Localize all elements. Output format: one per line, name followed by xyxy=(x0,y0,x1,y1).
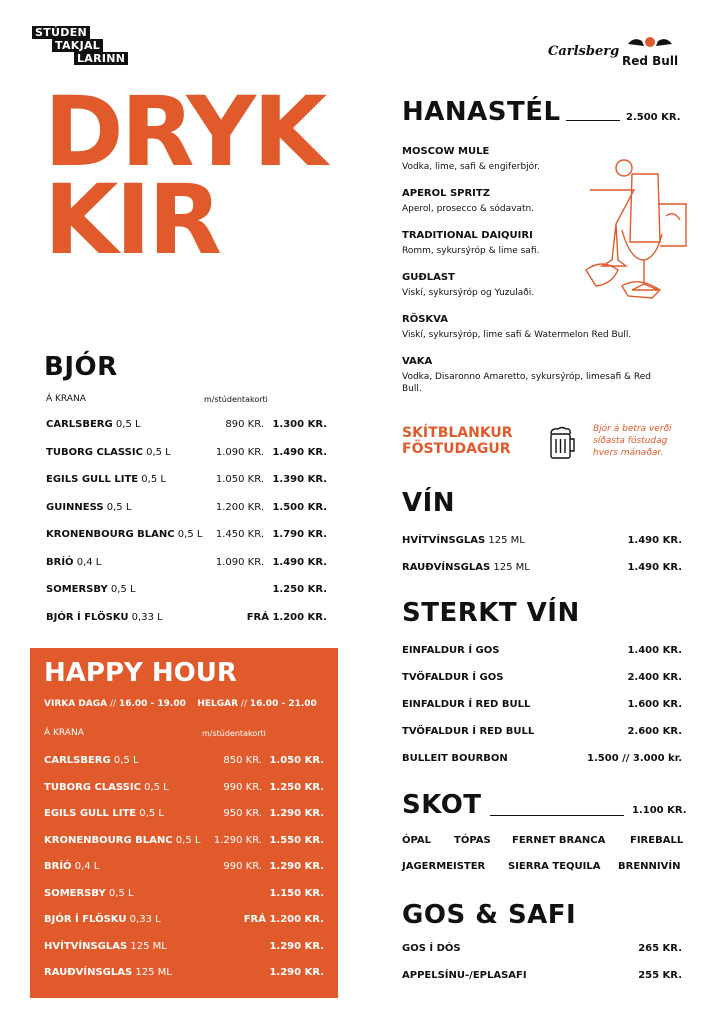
happy-hour-student-price: 850 KR. xyxy=(223,755,262,766)
bjor-name: TUBORG CLASSIC xyxy=(46,446,143,458)
happy-hour-name: BRÍÓ xyxy=(44,861,72,872)
skitblankur-line-1: SKÍTBLANKUR xyxy=(402,425,513,441)
page-title-line-1: DRYK xyxy=(44,76,325,188)
happy-hour-row xyxy=(44,754,139,767)
vin-price: 1.490 KR. xyxy=(627,562,682,573)
weekdays-time: 16.00 - 19.00 xyxy=(118,699,186,709)
page-title xyxy=(44,76,325,276)
happy-hour-price: 1.290 KR. xyxy=(269,861,324,872)
bjor-student-price: 1.090 KR. xyxy=(215,446,264,458)
redbull-logo xyxy=(624,34,678,68)
happy-hour-row xyxy=(44,887,134,900)
bjor-row xyxy=(46,418,141,431)
happy-hour-row xyxy=(44,966,172,979)
happy-hour-name: EGILS GULL LITE xyxy=(44,808,137,819)
bjor-row xyxy=(46,611,163,624)
happy-hour-price: 1.250 KR. xyxy=(269,781,324,793)
vin-name: RAUÐVÍNSGLAS xyxy=(402,562,491,573)
bjor-size: 0,5 L xyxy=(103,501,132,513)
cocktail-name: VAKA xyxy=(402,356,433,367)
vin-size: 125 ML xyxy=(490,562,530,573)
logo-line-1: STÚDEN xyxy=(32,26,90,39)
cocktail-name: TRADITIONAL DAIQUIRI xyxy=(402,230,533,241)
bjor-student-price: 1.450 KR. xyxy=(215,529,264,540)
happy-hour-price: 1.290 KR. xyxy=(269,967,324,978)
logo-line-2: TAKJAL xyxy=(52,39,103,52)
happy-hour-row xyxy=(44,781,169,794)
cocktail-desc: Romm, sykursýróp & lime safi. xyxy=(402,246,540,256)
happy-hour-times xyxy=(44,699,317,710)
sterkt-name: TVÖFALDUR Í RED BULL xyxy=(402,726,535,737)
cocktail-name: MOSCOW MULE xyxy=(402,146,490,157)
carlsberg-logo: Carlsberg xyxy=(548,44,620,59)
bjor-row xyxy=(46,501,131,514)
bjor-size: 0,5 L xyxy=(107,584,136,595)
cocktail-desc: Vodka, lime, safi & engiferbjór. xyxy=(402,162,540,172)
bjor-name: BRÍÓ xyxy=(46,556,74,568)
vin-size: 125 ML xyxy=(485,535,525,546)
bjor-row xyxy=(46,446,171,459)
happy-hour-size: 0,5 L xyxy=(105,887,134,899)
happy-hour-panel xyxy=(30,648,338,998)
cocktail-name: GUÐLAST xyxy=(402,272,455,283)
bjor-size: 0,5 L xyxy=(142,446,171,458)
skitblankur-title xyxy=(402,425,513,457)
bjor-size: 0,4 L xyxy=(73,556,102,568)
sterkt-name: EINFALDUR Í GOS xyxy=(402,645,500,656)
happy-hour-row xyxy=(44,807,164,820)
bjor-size: 0,33 L xyxy=(128,611,163,623)
vin-title: VÍN xyxy=(402,488,456,518)
shot-item: TÓPAS xyxy=(454,835,491,846)
redbull-bulls-icon xyxy=(624,34,676,50)
bjor-name: CARLSBERG xyxy=(46,419,113,430)
bjor-name: GUINNESS xyxy=(46,501,104,513)
bjor-size: 0,5 L xyxy=(138,474,166,485)
sterkt-price: 2.600 KR. xyxy=(627,726,682,737)
bjor-row xyxy=(46,583,136,596)
hanastel-price: 2.500 KR. xyxy=(626,112,681,123)
skot-title: SKOT xyxy=(402,790,482,820)
skitblankur-line-2: FÖSTUDAGUR xyxy=(402,441,511,457)
weekend-label: HELGAR xyxy=(197,699,239,709)
cocktail-name: APEROL SPRITZ xyxy=(402,188,490,199)
bjor-student-label: m/stúdentakorti xyxy=(204,395,268,404)
bjor-row xyxy=(46,528,202,541)
vin-row xyxy=(402,561,530,574)
cocktail-desc: Vodka, Disaronno Amaretto, sykursýróp, limesafi & Red Bull. xyxy=(402,372,651,394)
hanastel-title: HANASTÉL xyxy=(402,97,561,127)
happy-hour-student-price: 1.290 KR. xyxy=(213,834,262,846)
bjor-name: KRONENBOURG BLANC xyxy=(46,529,175,540)
sterkt-price: 1.500 // 3.000 kr. xyxy=(587,753,682,764)
shot-item: FIREBALL xyxy=(630,835,684,846)
studentakjallarinn-logo xyxy=(32,26,136,66)
bjor-price: 1.300 KR. xyxy=(272,419,327,430)
gos-name: GOS Í DÓS xyxy=(402,943,461,954)
happy-hour-student-label: m/stúdentakorti xyxy=(202,729,266,738)
sterkt-name: TVÖFALDUR Í GOS xyxy=(402,672,504,683)
bjor-name: SOMERSBY xyxy=(46,584,108,595)
skot-rule xyxy=(490,815,624,816)
cocktail-desc: Aperol, prosecco & sódavatn. xyxy=(402,204,535,214)
bjor-student-price: 1.200 KR. xyxy=(215,501,264,513)
page-title-line-2: KIR xyxy=(44,164,220,276)
happy-hour-name: CARLSBERG xyxy=(44,755,111,766)
happy-hour-size: 0,5 L xyxy=(110,755,139,766)
happy-hour-row xyxy=(44,940,167,953)
happy-hour-name: RAUÐVÍNSGLAS xyxy=(44,967,133,978)
happy-hour-size: 0,4 L xyxy=(71,861,100,872)
happy-hour-name: SOMERSBY xyxy=(44,887,106,899)
weekdays-label: VIRKA DAGA xyxy=(44,699,108,709)
vin-price: 1.490 KR. xyxy=(627,535,682,546)
happy-hour-price: 1.550 KR. xyxy=(269,834,324,846)
happy-hour-student-price: 990 KR. xyxy=(223,861,262,872)
happy-hour-name: TUBORG CLASSIC xyxy=(44,781,141,793)
gos-price: 255 KR. xyxy=(638,970,682,981)
happy-hour-size: 0,5 L xyxy=(136,808,164,819)
bjor-student-price: 1.090 KR. xyxy=(215,556,264,568)
bjor-price: 1.250 KR. xyxy=(272,584,327,595)
sterkt-name: EINFALDUR Í RED BULL xyxy=(402,699,531,710)
sterkt-price: 2.400 KR. xyxy=(627,672,682,683)
bjor-size: 0,5 L xyxy=(112,419,141,430)
happy-hour-size: 0,5 L xyxy=(140,781,169,793)
shot-item: SIERRA TEQUILA xyxy=(508,861,601,872)
happy-hour-student-price: 990 KR. xyxy=(223,781,262,793)
happy-hour-size: 0,5 L xyxy=(172,834,201,846)
bjor-student-price: 890 KR. xyxy=(225,419,264,430)
skot-price: 1.100 KR. xyxy=(632,805,687,816)
happy-hour-student-price: 950 KR. xyxy=(223,808,262,819)
bjor-name: EGILS GULL LITE xyxy=(46,474,139,485)
beer-mug-icon xyxy=(548,426,576,464)
bjor-size: 0,5 L xyxy=(174,529,203,540)
vin-row xyxy=(402,534,525,547)
shot-item: ÓPAL xyxy=(402,835,432,846)
happy-hour-row xyxy=(44,913,161,926)
skitblankur-desc-3: hvers mánaðar. xyxy=(593,448,664,458)
weekend-time: 16.00 - 21.00 xyxy=(249,699,317,709)
gos-price: 265 KR. xyxy=(638,943,682,954)
skitblankur-desc xyxy=(593,423,672,459)
bjor-student-price: 1.050 KR. xyxy=(215,474,264,485)
skitblankur-desc-1: Bjór á betra verði xyxy=(593,424,672,434)
redbull-wordmark: Red Bull xyxy=(622,54,679,68)
gos-title: GOS & SAFI xyxy=(402,900,577,930)
bjor-tap-subheader: Á KRANA xyxy=(46,394,86,404)
happy-hour-name: BJÓR Í FLÖSKU xyxy=(44,914,127,925)
bjor-price: FRÁ 1.200 KR. xyxy=(246,611,327,623)
bjor-row xyxy=(46,556,101,569)
happy-hour-size: 125 ML xyxy=(132,967,172,978)
cocktail-desc: Viskí, sykursýróp og Yuzulaði. xyxy=(402,288,535,298)
vin-name: HVÍTVÍNSGLAS xyxy=(402,535,486,546)
sterkt-title: STERKT VÍN xyxy=(402,598,580,628)
cocktail-name: RÖSKVA xyxy=(402,314,448,325)
times-separator-1: // xyxy=(109,699,117,709)
shot-item: BRENNIVÍN xyxy=(618,861,681,872)
happy-hour-row xyxy=(44,834,200,847)
hanastel-rule xyxy=(566,120,620,121)
bjor-price: 1.490 KR. xyxy=(272,446,327,458)
sterkt-name: BULLEIT BOURBON xyxy=(402,753,508,764)
happy-hour-price: 1.050 KR. xyxy=(269,755,324,766)
happy-hour-price: 1.290 KR. xyxy=(269,940,324,952)
happy-hour-row xyxy=(44,860,99,873)
bjor-title: BJÓR xyxy=(44,352,118,382)
happy-hour-price: 1.150 KR. xyxy=(269,887,324,899)
happy-hour-name: HVÍTVÍNSGLAS xyxy=(44,940,128,952)
shot-item: FERNET BRANCA xyxy=(512,835,606,846)
bjor-row xyxy=(46,473,166,486)
shot-item: JAGERMEISTER xyxy=(402,861,486,872)
happy-hour-size: 125 ML xyxy=(127,940,167,952)
bjor-price: 1.790 KR. xyxy=(272,529,327,540)
bjor-name: BJÓR Í FLÖSKU xyxy=(46,611,129,623)
happy-hour-tap-subheader: Á KRANA xyxy=(44,728,84,738)
cocktail-desc: Viskí, sykursýróp, lime safi & Watermelon Red Bull. xyxy=(402,330,632,340)
cocktail-illustration xyxy=(582,150,694,306)
happy-hour-price: FRÁ 1.200 KR. xyxy=(243,914,324,925)
skitblankur-desc-2: síðasta föstudag xyxy=(593,436,668,446)
gos-name: APPELSÍNU-/EPLASAFI xyxy=(402,970,527,981)
sterkt-price: 1.400 KR. xyxy=(627,645,682,656)
times-separator-2: // xyxy=(240,699,247,709)
logo-line-3: LARINN xyxy=(74,52,128,65)
happy-hour-price: 1.290 KR. xyxy=(269,808,324,819)
sterkt-price: 1.600 KR. xyxy=(627,699,682,710)
bjor-price: 1.490 KR. xyxy=(272,556,327,568)
happy-hour-size: 0,33 L xyxy=(126,914,161,925)
happy-hour-title: HAPPY HOUR xyxy=(44,658,237,688)
bjor-price: 1.390 KR. xyxy=(272,474,327,485)
happy-hour-name: KRONENBOURG BLANC xyxy=(44,834,173,846)
cocktail-glasses-icon xyxy=(582,150,694,302)
bjor-price: 1.500 KR. xyxy=(272,501,327,513)
